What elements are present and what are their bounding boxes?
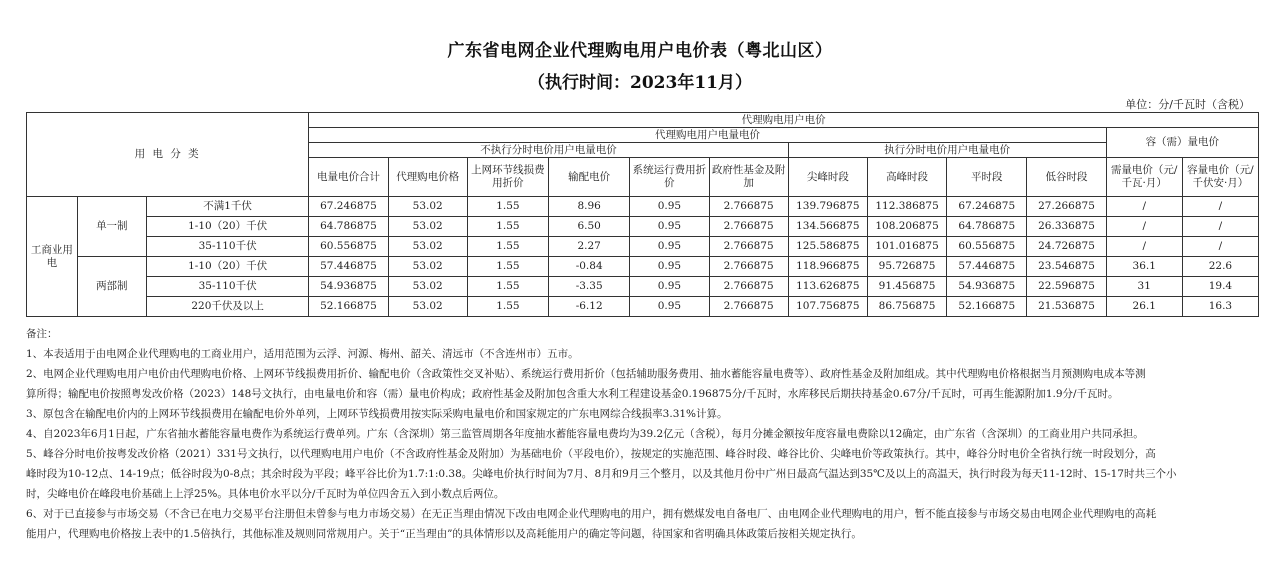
- cell: 91.456875: [867, 277, 946, 297]
- cell: 27.266875: [1027, 197, 1106, 217]
- cell: 1.55: [467, 257, 548, 277]
- cell: 53.02: [388, 237, 467, 257]
- voltage-cell: 不满1千伏: [146, 197, 309, 217]
- cell: 53.02: [388, 297, 467, 317]
- cell: /: [1182, 217, 1258, 237]
- page-subtitle: （执行时间：2023年11月）: [528, 73, 752, 93]
- cell: 64.786875: [309, 217, 388, 237]
- note-line: 能用户，代理购电价格按上表中的1.5倍执行，其他标准及规则同常规用户。关于“正当理由”的具体情形以及高耗能用户的确定等问题，待国家和省明确具体政策后按相关规定执行。: [26, 528, 862, 540]
- cell: 2.27: [549, 237, 630, 257]
- table-row: [27, 197, 1259, 217]
- cell: 1.55: [467, 197, 548, 217]
- price-table: [26, 112, 1259, 317]
- note-line: 算所得；输配电价按照粤发改价格（2023）148号文执行，由电量电价和容（需）量电价构成；政府性基金及附加包含重大水利工程建设基金0.196875分/千瓦时，水库移民后期扶持基金0.67分/千瓦时，可再生能源附加1.9分/千瓦时。: [26, 388, 1119, 400]
- note-line: 6、对于已直接参与市场交易（不含已在电力交易平台注册但未曾参与电力市场交易）在无正当理由情况下改由电网企业代理购电的用户，拥有燃煤发电自备电厂、由电网企业代理购电的用户，暂不能直接参与市场交易由电网企业代理购电的高耗: [26, 508, 1157, 520]
- col-header: 输配电价: [549, 158, 630, 197]
- unit-label: 单位：分/千瓦时（含税）: [1125, 98, 1250, 111]
- note-line: 峰时段为10-12点、14-19点；低谷时段为0-8点；其余时段为平段；峰平谷比价为1.7:1:0.38。尖峰电价执行时间为7月、8月和9月三个整月，以及其他月份中广州日最高气温达到35℃及以上的高温天，执行时段为每天11-12时、15-17时共三个小: [26, 468, 1177, 480]
- cell: /: [1106, 237, 1182, 257]
- cell: 118.966875: [788, 257, 867, 277]
- header-proxy-price: 代理购电用户电价: [309, 113, 1259, 128]
- cell: 22.596875: [1027, 277, 1106, 297]
- cell: -6.12: [549, 297, 630, 317]
- cell: 6.50: [549, 217, 630, 237]
- notes-section: [26, 324, 1256, 544]
- cell: 67.246875: [309, 197, 388, 217]
- cell: 54.936875: [309, 277, 388, 297]
- cell: 113.626875: [788, 277, 867, 297]
- cell: 64.786875: [947, 217, 1027, 237]
- cell: 53.02: [388, 257, 467, 277]
- table-row: [27, 277, 1259, 297]
- cell: 0.95: [630, 217, 709, 237]
- col-header: 低谷时段: [1027, 158, 1106, 197]
- cell: 57.446875: [309, 257, 388, 277]
- header-non-tou: 不执行分时电价用户电量电价: [309, 143, 788, 158]
- table-row: [27, 237, 1259, 257]
- col-header: 系统运行费用折价: [630, 158, 709, 197]
- col-header: 平时段: [947, 158, 1027, 197]
- cell: /: [1182, 197, 1258, 217]
- voltage-cell: 1-10（20）千伏: [146, 257, 309, 277]
- cell: 23.546875: [1027, 257, 1106, 277]
- col-header: 需量电价（元/千瓦·月）: [1106, 158, 1182, 197]
- header-capacity: 容（需）量电价: [1106, 128, 1258, 158]
- cell: 24.726875: [1027, 237, 1106, 257]
- cell: 53.02: [388, 217, 467, 237]
- col-header: 尖峰时段: [788, 158, 867, 197]
- cell: -3.35: [549, 277, 630, 297]
- cell: 2.766875: [709, 237, 788, 257]
- cell: 53.02: [388, 277, 467, 297]
- cell: /: [1182, 237, 1258, 257]
- cell: 0.95: [630, 257, 709, 277]
- cell: 0.95: [630, 297, 709, 317]
- cell: 26.1: [1106, 297, 1182, 317]
- subgroup-label: 两部制: [77, 257, 146, 317]
- cell: 1.55: [467, 217, 548, 237]
- cell: 16.3: [1182, 297, 1258, 317]
- cell: 53.02: [388, 197, 467, 217]
- cell: 107.756875: [788, 297, 867, 317]
- col-header: 容量电价（元/千伏安·月）: [1182, 158, 1258, 197]
- cell: 2.766875: [709, 257, 788, 277]
- cell: 125.586875: [788, 237, 867, 257]
- note-line: 4、自2023年6月1日起，广东省抽水蓄能容量电费作为系统运行费单列。广东（含深圳）第三监管周期各年度抽水蓄能容量电费均为39.2亿元（含税），每月分摊金额按年度容量电费除以12确定，由广东省（含深圳）的工商业用户共同承担。: [26, 428, 1144, 440]
- cell: 67.246875: [947, 197, 1027, 217]
- note-line: 2、电网企业代理购电用户电价由代理购电价格、上网环节线损费用折价、输配电价（含政策性交叉补贴）、系统运行费用折价（包括辅助服务费用、抽水蓄能容量电费等）、政府性基金及附加组成。其中代理购电价格根据当月预测购电成本等测: [26, 368, 1146, 380]
- note-line: 时，尖峰电价在峰段电价基础上上浮25%。具体电价水平以分/千瓦时为单位四舍五入到小数点后两位。: [26, 488, 505, 500]
- note-line: 1、本表适用于由电网企业代理购电的工商业用户，适用范围为云浮、河源、梅州、韶关、清远市（不含连州市）五市。: [26, 348, 579, 360]
- cell: 134.566875: [788, 217, 867, 237]
- col-header: 电量电价合计: [309, 158, 388, 197]
- cell: 8.96: [549, 197, 630, 217]
- note-line: 3、原包含在输配电价内的上网环节线损费用在输配电价外单列，上网环节线损费用按实际采购电量电价和国家规定的广东电网综合线损率3.31%计算。: [26, 408, 728, 420]
- cell: 1.55: [467, 237, 548, 257]
- cell: 26.336875: [1027, 217, 1106, 237]
- cell: 2.766875: [709, 277, 788, 297]
- cell: /: [1106, 197, 1182, 217]
- cell: 60.556875: [309, 237, 388, 257]
- header-energy-price: 代理购电用户电量电价: [309, 128, 1106, 143]
- cell: 57.446875: [947, 257, 1027, 277]
- header-category: 用 电 分 类: [27, 113, 309, 197]
- col-header: 代理购电价格: [388, 158, 467, 197]
- cell: 0.95: [630, 197, 709, 217]
- cell: 19.4: [1182, 277, 1258, 297]
- header-tou: 执行分时电价用户电量电价: [788, 143, 1106, 158]
- cell: 95.726875: [867, 257, 946, 277]
- table-row: [27, 297, 1259, 317]
- cell: 1.55: [467, 297, 548, 317]
- cell: 139.796875: [788, 197, 867, 217]
- cell: 52.166875: [309, 297, 388, 317]
- col-header: 高峰时段: [867, 158, 946, 197]
- cell: 101.016875: [867, 237, 946, 257]
- cell: 86.756875: [867, 297, 946, 317]
- cell: -0.84: [549, 257, 630, 277]
- voltage-cell: 35-110千伏: [146, 277, 309, 297]
- cell: 36.1: [1106, 257, 1182, 277]
- cell: 1.55: [467, 277, 548, 297]
- group-label: 工商业用电: [27, 197, 78, 317]
- col-header: 政府性基金及附加: [709, 158, 788, 197]
- page-title: 广东省电网企业代理购电用户电价表（粤北山区）: [447, 41, 833, 61]
- subgroup-label: 单一制: [77, 197, 146, 257]
- cell: /: [1106, 217, 1182, 237]
- cell: 0.95: [630, 237, 709, 257]
- cell: 22.6: [1182, 257, 1258, 277]
- note-line: 5、峰谷分时电价按粤发改价格（2021）331号文执行，以代理购电用户电价（不含政府性基金及附加）为基础电价（平段电价），按规定的实施范围、峰谷时段、峰谷比价、尖峰电价等政策执行。其中，峰谷分时电价全省执行统一时段划分，高: [26, 448, 1156, 460]
- table-row: [27, 217, 1259, 237]
- cell: 0.95: [630, 277, 709, 297]
- notes-heading: 备注：: [26, 328, 58, 340]
- voltage-cell: 1-10（20）千伏: [146, 217, 309, 237]
- cell: 21.536875: [1027, 297, 1106, 317]
- voltage-cell: 220千伏及以上: [146, 297, 309, 317]
- cell: 54.936875: [947, 277, 1027, 297]
- cell: 60.556875: [947, 237, 1027, 257]
- col-header: 上网环节线损费用折价: [467, 158, 548, 197]
- table-row: [27, 257, 1259, 277]
- cell: 2.766875: [709, 297, 788, 317]
- cell: 2.766875: [709, 197, 788, 217]
- cell: 2.766875: [709, 217, 788, 237]
- cell: 112.386875: [867, 197, 946, 217]
- cell: 108.206875: [867, 217, 946, 237]
- cell: 52.166875: [947, 297, 1027, 317]
- cell: 31: [1106, 277, 1182, 297]
- voltage-cell: 35-110千伏: [146, 237, 309, 257]
